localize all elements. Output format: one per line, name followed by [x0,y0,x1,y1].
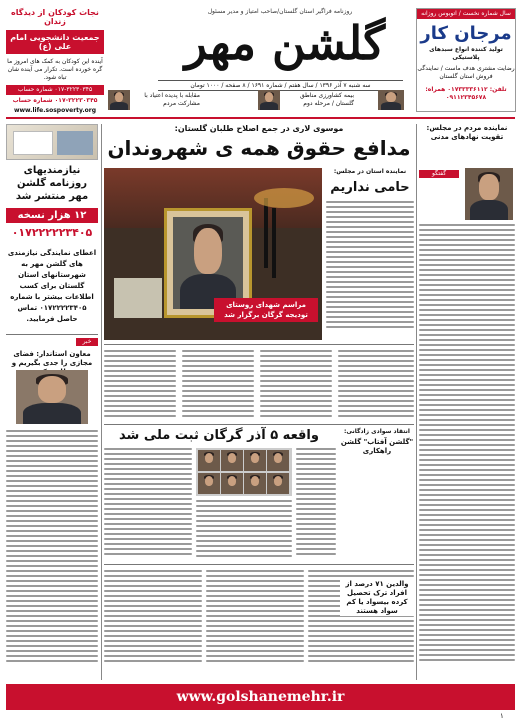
side-body [326,201,414,328]
bottom-body-col-1 [104,570,202,665]
right-ad-body: رضایت مشتری هدف ماست / نمایندگی فروش استان گلستان [417,65,515,80]
left-ad-phones-2: ۰۱۷-۳۲۲۳۰۳۴۵ شماره حساب [12,97,98,104]
left-ad-url[interactable]: www.life.sospoverty.org [13,107,97,114]
story4-headline: والدین ۷۱ درصد از افراد ترک تحصیل کرده بیسواد یا کم سواد هستند [340,580,414,616]
footer-url[interactable]: www.golshanemehr.ir [176,689,345,705]
bottom-body-col-2 [206,570,304,665]
story3 [340,428,414,456]
right-ad-label: سال شماره نخست / اتوبوس روزانه [417,9,515,19]
left-top-ad [6,8,104,112]
right-feature-body [419,224,515,664]
masthead [0,0,521,118]
story4 [340,580,414,616]
right-ad-title: مرجان کار [420,23,512,44]
main-body-col-3 [260,350,332,420]
story2-headline: واقعه ۵ آذر گرگان ثبت ملی شد [119,428,319,443]
left-ad-phones: ۰۱۷-۳۲۲۳۰۳۴۵ شماره حساب [6,85,104,95]
photo-caption [214,298,318,322]
footer-bar [6,684,515,710]
main-body-col-2 [182,350,254,420]
photo-caption-2: تودیجه گرگان برگزار شد [224,311,308,319]
left-ad-body: آینده این کودکان به کمک های امروز ما گره خورده است. تکرار می آینده شان تباه شود. [7,58,103,81]
masthead-rule [6,117,515,119]
right-ad-contacts: تلفن: ۰۱۷۳۳۳۳۶۱۱۲ همراه: ۰۹۱۱۲۳۴۵۶۷۸ [425,86,507,101]
right-column [419,124,515,680]
left-body-text [6,430,98,665]
masthead-teaser-2: بیمه کشاورزی مناطق گلستان / مرحله دوم [299,92,354,107]
masthead-title: گلشن مهر [184,16,386,70]
story2-photos [196,448,292,496]
story2-body-right [296,448,336,558]
masthead-teaser-1: مقابله با پدیده اعتیاد با مشارکت مردم [144,92,200,107]
photo-caption-1: مراسم شهدای روستای [226,301,306,309]
side-headline: حامی نداریم [330,180,410,195]
main-body-col-4 [338,350,414,420]
right-feature-portrait [465,168,513,220]
copies-label: ۱۲ هزار نسخه [6,208,98,223]
left-portrait [16,370,88,424]
left-ad-banner: جمعیت دانشجویی امام علی (ع) [6,30,104,54]
page-number: ۱ [500,712,504,720]
right-ad-subtitle: تولید کننده انواع سبدهای پلاستیکی [429,46,503,61]
masthead-thumb-3 [378,90,404,110]
left-ad-image [6,124,98,160]
left-bottom-caption: معاون استاندار: فضای مجازی را جدی بگیریم و [11,350,93,367]
side-kicker: نماینده استان در مجلس: [333,168,407,175]
main-kicker: موسوی لاری در جمع اصلاح طلبان گلستان: [174,124,344,133]
left-ad-headline: نجات کودکان از دیدگاه زندان [11,8,99,26]
story3-kicker: انتقاد سوادی زادگانی: [344,428,410,435]
agency-tag: خبر [76,338,98,346]
side-story [326,168,414,340]
masthead-tagline: روزنامه فراگیر استان گلستان/صاحب امتیاز و مدیر مسئول [207,8,353,15]
story3-headline: "گلشن آفتاب" گلشن راهکاری [340,438,414,455]
main-body-col-1 [104,350,176,420]
right-top-ad [416,8,516,112]
agency-body: اعطای نمایندگی نیازمندی های گلشن مهر به شهرستانهای استان گلستان برای کسب اطلاعات بیشتر با شماره ۰۱۷۲۲۲۲۳۴۰۵ تماس حاصل فرمایید. [7,249,97,323]
left-column [6,124,98,684]
masthead-news-strip [108,88,408,112]
masthead-date-line: سه شنبه ۷ آذر ۱۳۹۶ / سال هفتم / شماره ۱۶۹۱ / ۸ صفحه / ۱۰۰۰ تومان [158,80,403,91]
copies-phone: ۰۱۷۲۲۲۲۲۳۴۰۵ [11,226,93,239]
right-feature-headline: نماینده مردم در مجلس: تقویت نهادهای مدنی [426,124,508,141]
masthead-thumb-2 [258,90,280,110]
right-feature-label: گفتگو [419,170,459,178]
masthead-thumb-1 [108,90,130,110]
story2-body-bottom [196,500,292,560]
left-ad-note: نیازمندیهای روزنامه گلشن مهر منتشر شد [15,165,89,202]
main-headline: مدافع حقوق همه ی شهروندان [107,136,411,160]
story2-body-left [104,448,192,558]
